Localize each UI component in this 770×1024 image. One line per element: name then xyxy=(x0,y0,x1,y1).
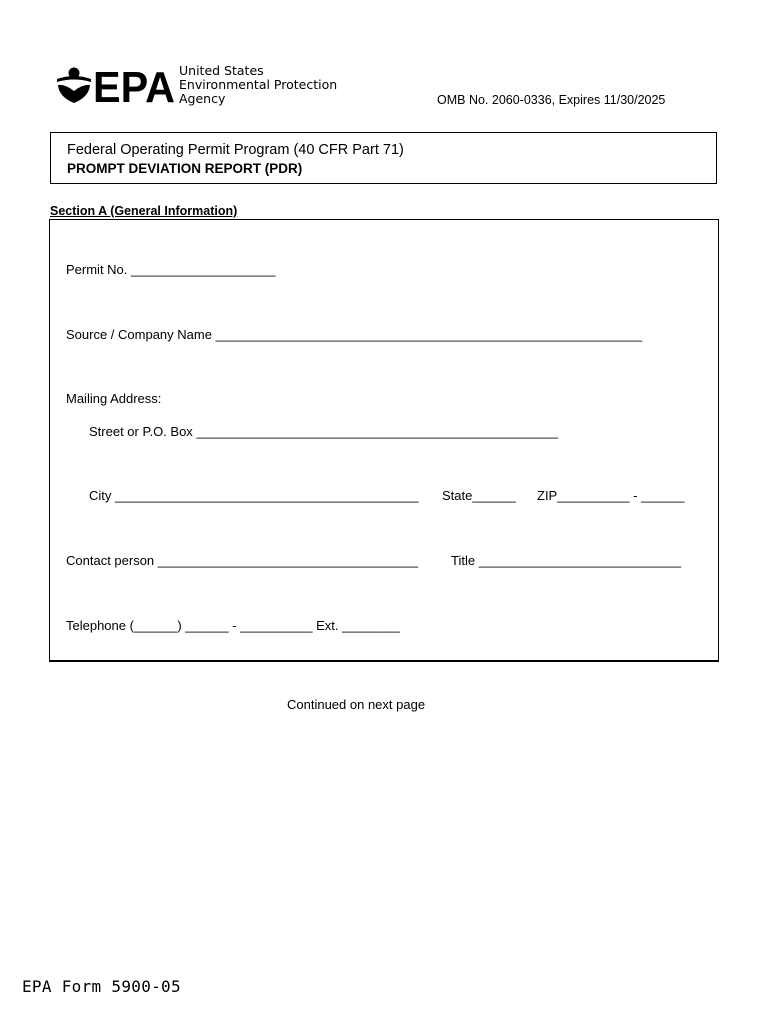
epa-wordmark: EPA xyxy=(93,63,175,108)
epa-flower-icon xyxy=(57,68,91,104)
zip-field[interactable]: ZIP__________ - ______ xyxy=(537,488,685,503)
source-company-name-field[interactable]: Source / Company Name ___________________________________________________________ xyxy=(66,327,643,342)
report-title: PROMPT DEVIATION REPORT (PDR) xyxy=(67,161,303,176)
continued-note: Continued on next page xyxy=(287,697,426,712)
title-field[interactable]: Title ____________________________ xyxy=(451,553,682,568)
program-title: Federal Operating Permit Program (40 CFR Part 71) xyxy=(67,142,404,158)
contact-person-field[interactable]: Contact person ____________________________________ xyxy=(66,553,419,568)
omb-number: OMB No. 2060-0336, Expires 11/30/2025 xyxy=(437,93,666,107)
epa-logo xyxy=(55,62,355,108)
form-number-footer: EPA Form 5900-05 xyxy=(22,977,181,996)
agency-line-3: Agency xyxy=(179,91,226,106)
agency-line-2: Environmental Protection xyxy=(179,77,338,92)
permit-no-field[interactable]: Permit No. ____________________ xyxy=(66,262,276,277)
telephone-field[interactable]: Telephone (______) ______ - __________ Ext. ________ xyxy=(66,618,400,633)
street-field[interactable]: Street or P.O. Box __________________________________________________ xyxy=(89,424,558,439)
state-field[interactable]: State______ xyxy=(442,488,516,503)
form-title-box xyxy=(50,132,717,184)
section-a-form xyxy=(49,219,719,662)
section-a-heading: Section A (General Information) xyxy=(50,204,238,218)
mailing-address-label: Mailing Address: xyxy=(66,391,162,406)
city-field[interactable]: City __________________________________________ xyxy=(89,488,419,503)
agency-line-1: United States xyxy=(179,63,264,78)
